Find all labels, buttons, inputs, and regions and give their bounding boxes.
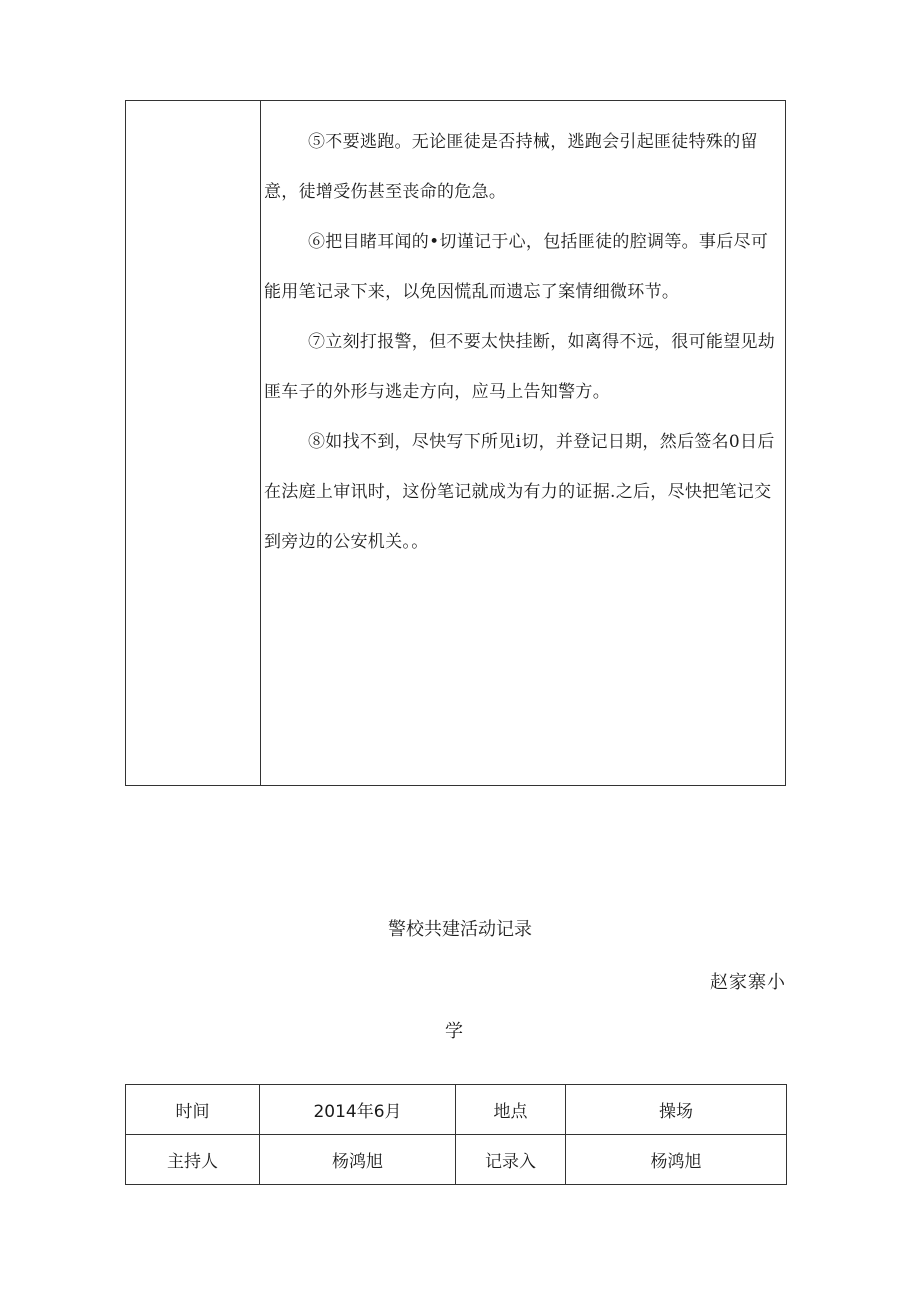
activity-content-cell	[261, 101, 786, 786]
activity-content-table	[125, 100, 786, 786]
host-label: 主持人	[126, 1135, 260, 1185]
place-value: 操场	[566, 1085, 787, 1135]
safety-tip-5: ⑤不要逃跑。无论匪徒是否持械，逃跑会引起匪徒特殊的留意，徒增受伤甚至丧命的危急。	[264, 132, 758, 202]
table-row	[126, 1135, 787, 1185]
table-row	[126, 1085, 787, 1135]
recorder-label: 记录入	[456, 1135, 566, 1185]
place-label: 地点	[456, 1085, 566, 1135]
school-name-line2: 学	[445, 1021, 463, 1042]
host-value: 杨鸿旭	[260, 1135, 456, 1185]
recorder-value: 杨鸿旭	[566, 1135, 787, 1185]
activity-info-table	[125, 1084, 787, 1185]
time-label: 时间	[126, 1085, 260, 1135]
record-title: 警校共建活动记录	[388, 919, 532, 940]
school-name-line1: 赵家寨小	[710, 972, 786, 993]
time-value: 2014年6月	[260, 1085, 456, 1135]
safety-tip-7: ⑦立刻打报警，但不要太快挂断，如离得不远，很可能望见劫匪车子的外形与逃走方向，应马上告知警方。	[264, 332, 776, 402]
safety-tip-8: ⑧如找不到，尽快写下所见i切，并登记日期，然后签名0日后在法庭上审讯时，这份笔记就成为有力的证据.之后，尽快把笔记交到旁边的公安机关。。	[264, 432, 775, 552]
activity-label-cell	[126, 101, 261, 786]
safety-tip-6: ⑥把目睹耳闻的•切谨记于心，包括匪徒的腔调等。事后尽可能用笔记录下来，以免因慌乱而遗忘了案情细微环节。	[264, 232, 769, 302]
